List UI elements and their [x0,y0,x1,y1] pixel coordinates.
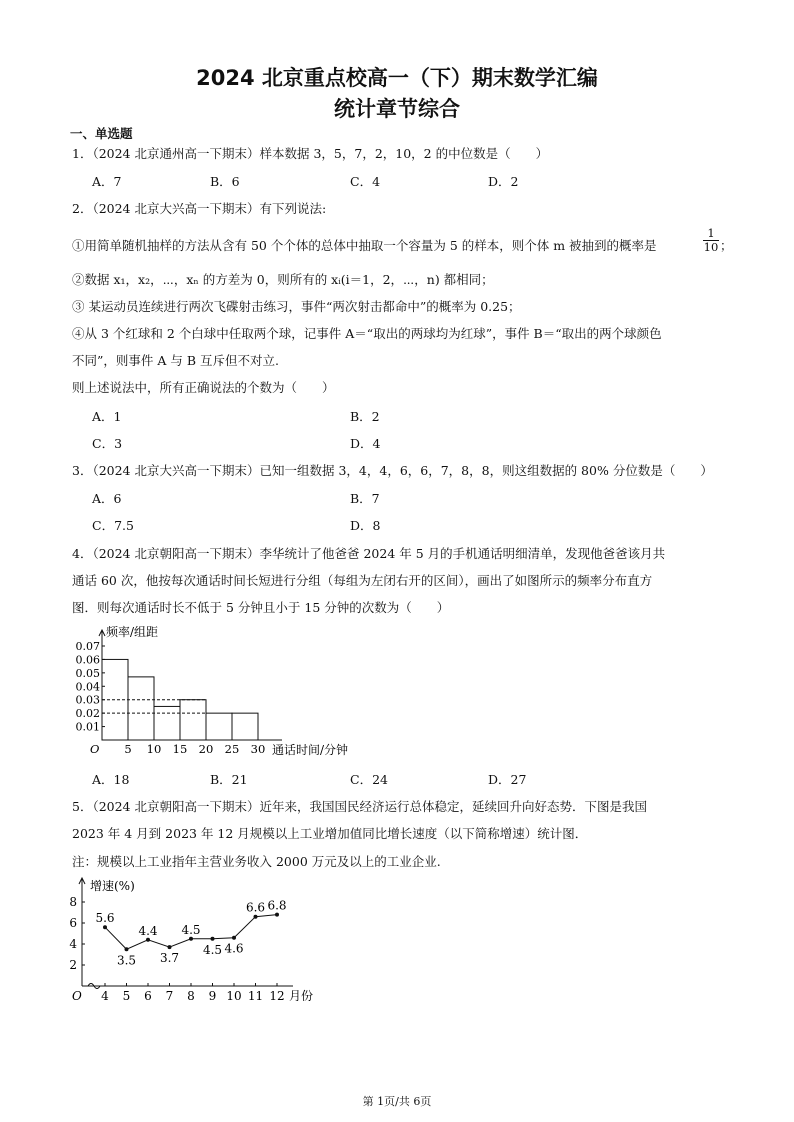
x-tick-label: 10 [146,742,162,756]
x-tick-label: 11 [247,989,264,1003]
data-label: 6.8 [267,898,287,913]
y-tick-label: 0.02 [75,707,100,721]
x-tick-label: 30 [250,742,266,756]
histogram-bar [128,677,154,740]
data-point [211,937,215,941]
data-label: 3.5 [116,953,137,968]
q1-option-d: D．2 [488,174,519,189]
q4-option-a: A．18 [92,772,130,787]
origin-label: O [72,989,82,1003]
q2-statement-4a: ④从 3 个红球和 2 个白球中任取两个球，记事件 A＝“取出的两球均为红球”，事件 B＝“取出的两个球颜色 [72,326,662,341]
histogram-bar [206,713,232,740]
x-tick-label: 6 [144,989,152,1003]
data-point [189,937,193,941]
q1-stem: 1．（2024 北京通州高一下期末）样本数据 3，5，7，2，10，2 的中位数是（ ） [72,146,549,161]
data-point [254,915,258,919]
fraction-denominator: 10 [703,240,719,254]
data-point [125,947,129,951]
growth-line-chart [60,872,340,1007]
q2-statement-2: ②数据 x₁，x₂，⋯，xₙ 的方差为 0，则所有的 xᵢ(i＝1，2，⋯，n) 都相同； [72,272,494,287]
data-label: 4.5 [202,942,223,957]
q2-fraction [703,227,719,254]
q2-stem: 2．（2024 北京大兴高一下期末）有下列说法: [72,201,327,216]
q2-statement-4b: 不同”，则事件 A 与 B 互斥但不对立. [72,353,279,368]
q2-option-d: D．4 [350,436,381,451]
q3-stem: 3．（2024 北京大兴高一下期末）已知一组数据 3，4，4，6，6，7，8，8，则这组数据的 80% 分位数是（ ） [72,463,713,478]
q4-line-2: 通话 60 次，他按每次通话时间长短进行分组（每组为左闭右开的区间），画出了如图所示的频率分布直方 [72,573,653,588]
y-tick-label: 0.06 [75,653,100,667]
q3-option-c: C．7.5 [92,518,134,533]
q2-option-a: A．1 [92,409,122,424]
q4-option-b: B．21 [210,772,248,787]
data-point [103,925,107,929]
q3-option-a: A．6 [92,491,122,506]
x-tick-label: 5 [122,989,131,1003]
q3-option-b: B．7 [350,491,380,506]
q4-option-d: D．27 [488,772,527,787]
data-point [146,938,150,942]
q5-line-2: 2023 年 4 月到 2023 年 12 月规模以上工业增加值同比增长速度（以下简称增速）统计图． [72,826,588,841]
data-label: 6.6 [245,900,266,915]
q4-line-1: 4．（2024 北京朝阳高一下期末）李华统计了他爸爸 2024 年 5 月的手机通话明细清单，发现他爸爸该月共 [72,546,666,561]
q4-option-c: C．24 [350,772,388,787]
page-footer: 第 1页/共 6页 [362,1095,432,1108]
data-label: 4.5 [181,922,201,937]
q5-note: 注：规模以上工业指年主营业务收入 2000 万元及以上的工业企业. [72,854,441,869]
y-tick-label: 6 [69,916,77,930]
x-tick-label: 10 [226,989,242,1003]
y-tick-label: 8 [69,895,77,909]
page-title: 2024 北京重点校高一（下）期末数学汇编 [196,66,598,90]
x-tick-label: 7 [165,989,174,1003]
section-heading: 一、单选题 [70,126,133,141]
y-tick-label: 0.03 [75,693,100,707]
x-tick-label: 12 [269,989,285,1003]
x-axis-label: 通话时间/分钟 [272,743,349,757]
q2-statement-1: ①用简单随机抽样的方法从含有 50 个个体的总体中抽取一个容量为 5 的样本，则个体 m 被抽到的概率是 [72,238,657,253]
q4-line-3: 图．则每次通话时长不低于 5 分钟且小于 15 分钟的次数为（ ） [72,600,450,615]
data-point [275,913,279,917]
q1-option-b: B．6 [210,174,240,189]
q1-option-a: A．7 [92,174,122,189]
data-point [168,945,172,949]
x-tick-label: 8 [187,989,195,1003]
q2-option-c: C．3 [92,436,123,451]
q2-option-b: B．2 [350,409,380,424]
q3-option-d: D．8 [350,518,381,533]
q5-line-1: 5．（2024 北京朝阳高一下期末）近年来，我国国民经济运行总体稳定，延续回升向好态势．下图是我国 [72,799,647,814]
data-label: 3.7 [159,951,180,966]
q2-statement-1-end: ； [720,238,733,253]
x-tick-label: 5 [124,742,132,756]
y-tick-label: 0.07 [75,640,100,653]
x-tick-label: 9 [208,989,217,1003]
y-axis-label: 增速(%) [90,879,135,893]
data-label: 4.4 [138,923,158,938]
y-tick-label: 2 [69,958,77,972]
y-tick-label: 0.05 [75,666,100,680]
y-tick-label: 0.01 [75,720,100,734]
fraction-numerator: 1 [703,227,719,241]
histogram-chart [60,618,360,763]
data-label: 4.6 [224,941,244,956]
page-subtitle: 统计章节综合 [334,97,460,121]
histogram-bar [154,706,180,740]
x-tick-label: 15 [172,742,188,756]
y-tick-label: 0.04 [75,680,100,694]
x-axis-label: 月份 [289,989,314,1003]
x-tick-label: 25 [224,742,240,756]
y-axis-label: 频率/组距 [106,625,159,639]
histogram-bar [232,713,258,740]
origin-label: O [90,742,100,756]
x-tick-label: 4 [101,989,109,1003]
histogram-bar [180,700,206,740]
data-label: 5.6 [95,911,115,926]
q1-option-c: C．4 [350,174,381,189]
q2-statement-3: ③ 某运动员连续进行两次飞碟射击练习，事件“两次射击都命中”的概率为 0.25； [72,299,521,314]
x-tick-label: 20 [198,742,214,756]
q2-question: 则上述说法中，所有正确说法的个数为（ ） [72,380,335,395]
data-point [232,936,236,940]
y-tick-label: 4 [69,937,77,951]
